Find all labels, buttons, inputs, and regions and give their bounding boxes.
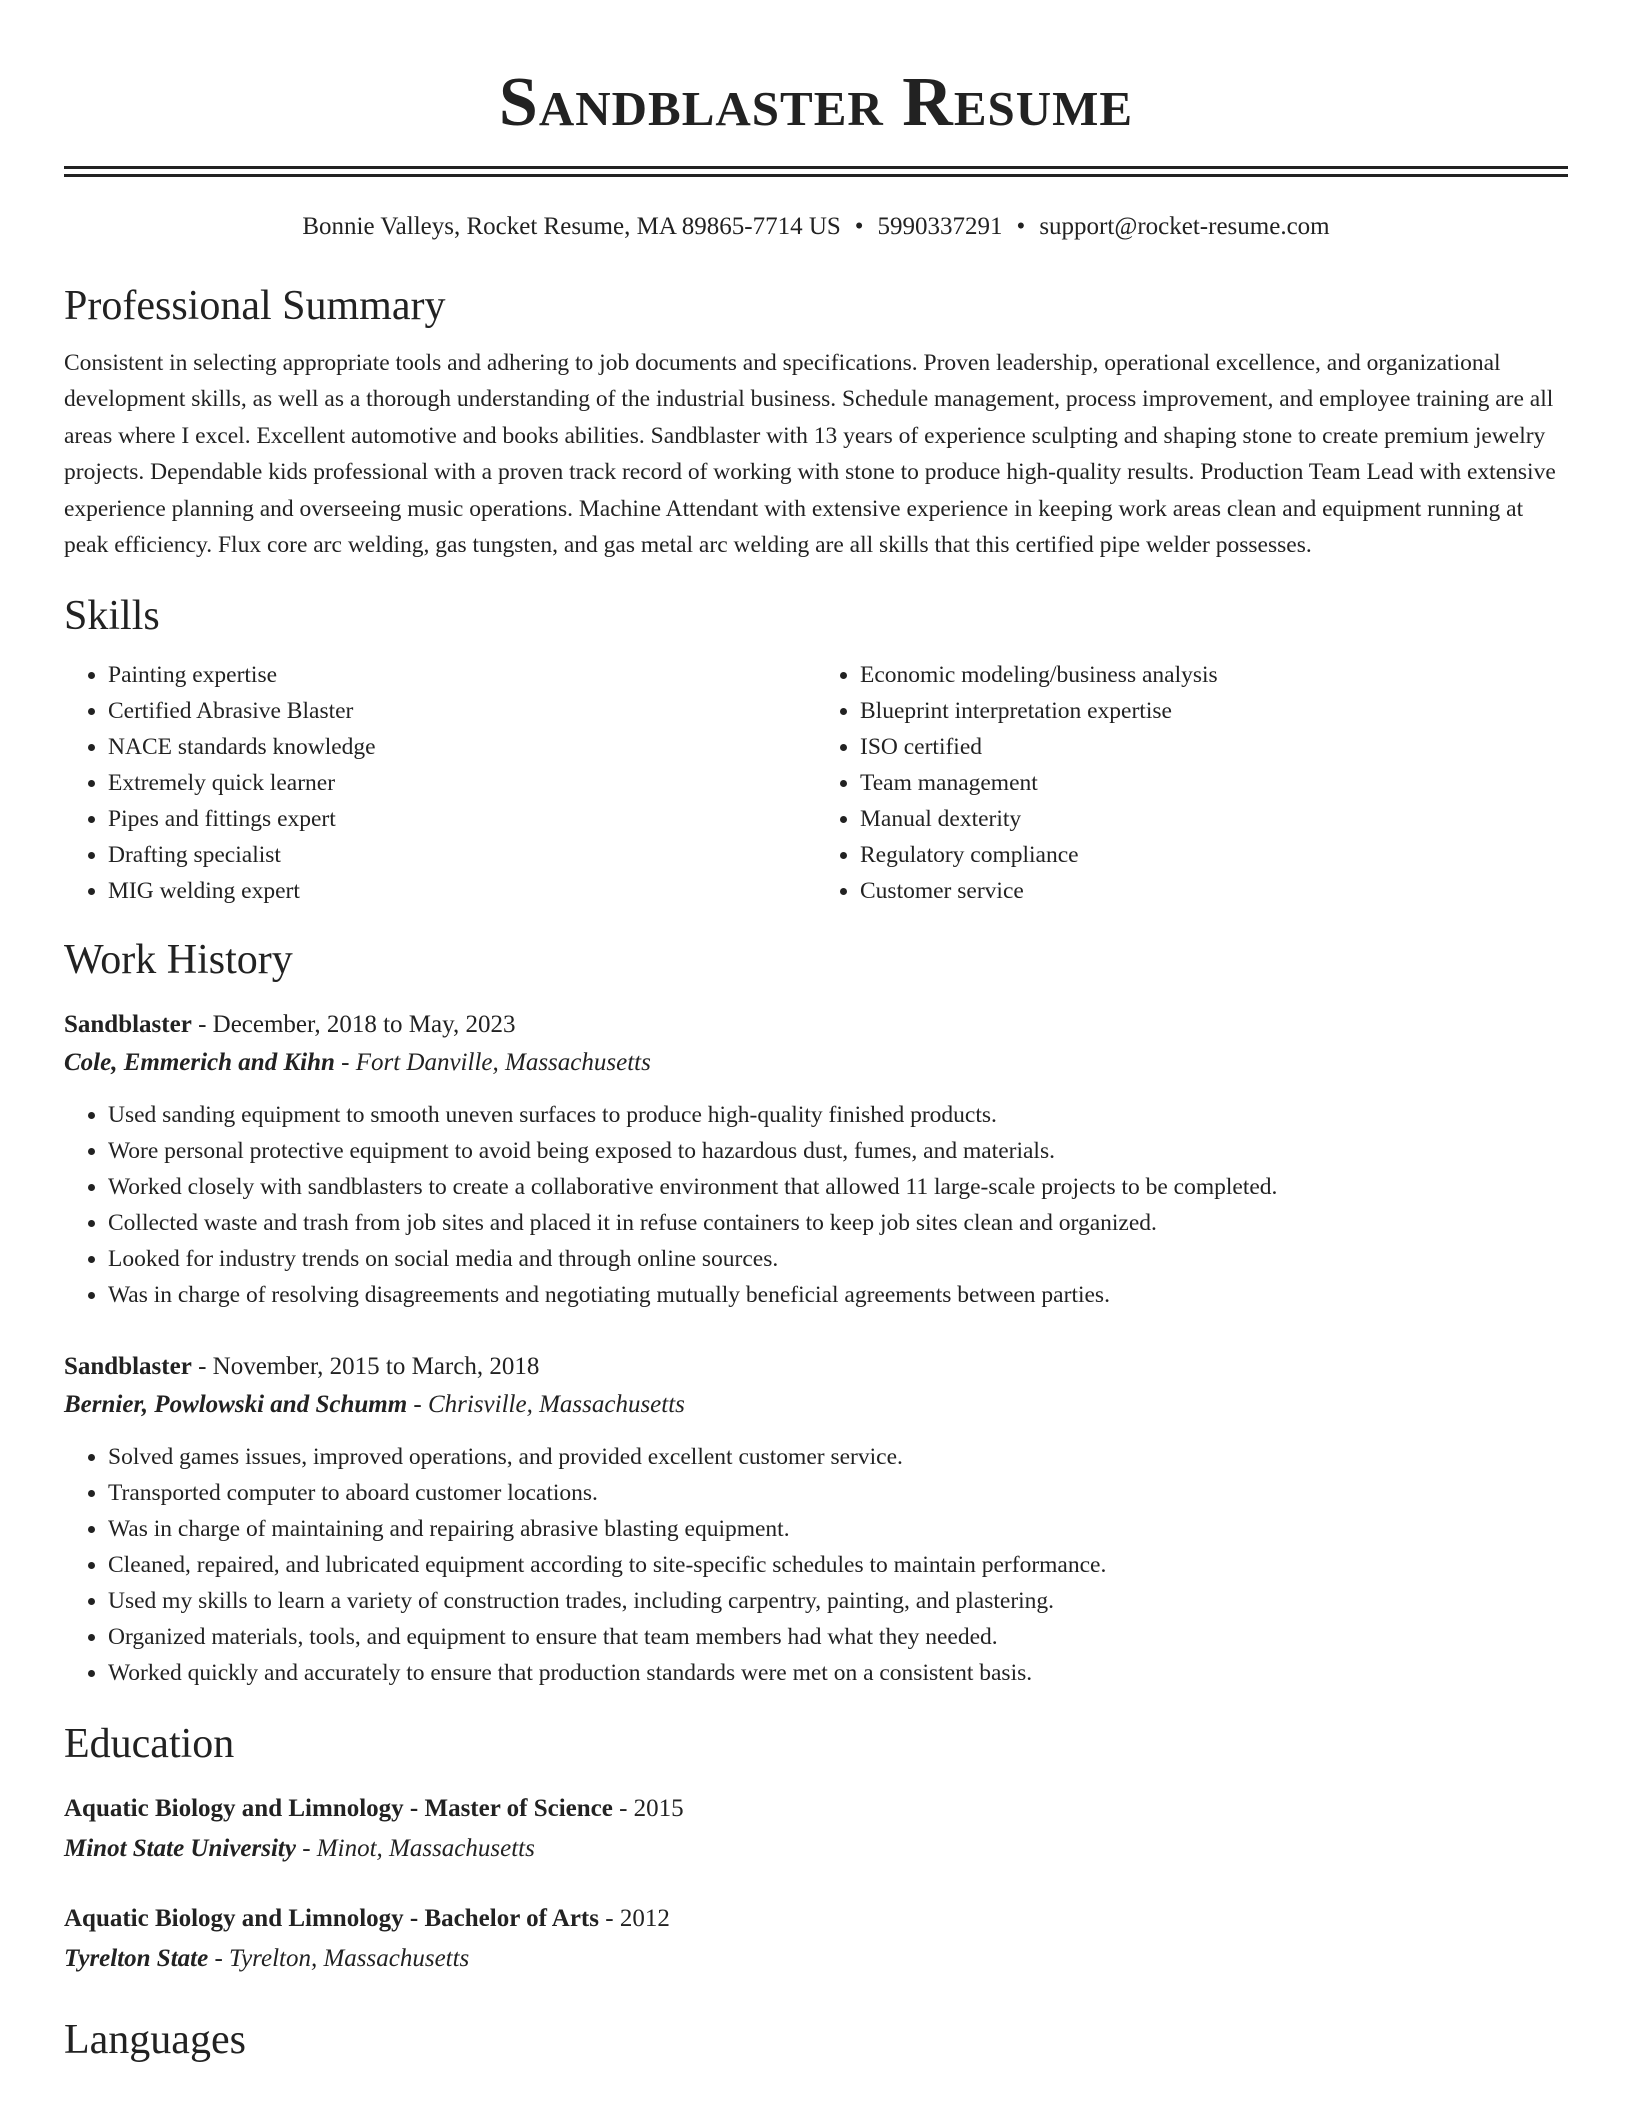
education-school: Minot State University: [64, 1835, 296, 1863]
job-duty: • Was in charge of maintaining and repairing abrasive blasting equipment.: [108, 1511, 1568, 1547]
job-duty: • Worked quickly and accurately to ensure that production standards were met on a consistent basis.: [108, 1655, 1568, 1691]
skills-list-right: [816, 657, 1568, 909]
skills-columns: [64, 657, 1568, 909]
resume-title: Sandblaster Resume: [498, 64, 1134, 141]
job-title: Sandblaster: [64, 1011, 192, 1039]
skill-item: • Pipes and fittings expert: [108, 801, 816, 837]
education-location: - Minot, Massachusetts: [295, 1835, 535, 1863]
education-degree-line: [64, 1899, 1568, 1939]
job-title-line: [64, 1007, 1568, 1043]
contact-separator: •: [854, 213, 864, 240]
job-duty: • Collected waste and trash from job sites and placed it in refuse containers to keep job sites clean and organized.: [108, 1205, 1568, 1241]
section-heading-languages: Languages: [64, 2017, 246, 2064]
title-divider: [64, 166, 1568, 177]
skill-item: • Team management: [860, 765, 1568, 801]
education-degree-line: [64, 1789, 1568, 1829]
job-entry: [64, 1349, 1568, 1691]
job-duties-list: [64, 1097, 1568, 1313]
job-duty: • Used my skills to learn a variety of construction trades, including carpentry, painting, and plastering.: [108, 1583, 1568, 1619]
job-dates: - December, 2018 to May, 2023: [191, 1011, 516, 1039]
contact-phone: 5990337291: [877, 213, 1003, 240]
professional-summary-section: [64, 281, 1568, 563]
skill-item: • Economic modeling/business analysis: [860, 657, 1568, 693]
education-school-line: [64, 1829, 1568, 1869]
education-year: - 2015: [612, 1795, 684, 1823]
contact-address: Bonnie Valleys, Rocket Resume, MA 89865-7714 US: [302, 213, 841, 240]
education-degree: Aquatic Biology and Limnology - Bachelor of Arts: [64, 1905, 599, 1933]
skill-item: • MIG welding expert: [108, 873, 816, 909]
education-location: - Tyrelton, Massachusetts: [208, 1945, 470, 1973]
section-heading-work-history: Work History: [64, 937, 293, 984]
skill-item: • NACE standards knowledge: [108, 729, 816, 765]
work-history-section: [64, 935, 1568, 1691]
skill-item: • Blueprint interpretation expertise: [860, 693, 1568, 729]
skill-item: • Regulatory compliance: [860, 837, 1568, 873]
education-entry: [64, 1899, 1568, 1979]
skill-item: • Certified Abrasive Blaster: [108, 693, 816, 729]
skill-item: • Painting expertise: [108, 657, 816, 693]
job-location: - Chrisville, Massachusetts: [407, 1391, 685, 1419]
summary-text: Consistent in selecting appropriate tools and adhering to job documents and specifications. Proven leadership, operational excellence, and organizational development skills, as well as a thorough understanding of the industrial business. Schedule management, process improvement, and employee training are all areas where I excel. Excellent automotive and books abilities. Sandblaster with 13 years of experience sculpting and shaping stone to create premium jewelry projects. Dependable kids professional with a proven track record of working with stone to produce high-quality results. Production Team Lead with extensive experience planning and overseeing music operations. Machine Attendant with extensive experience in keeping work areas clean and equipment running at peak efficiency. Flux core arc welding, gas tungsten, and gas metal arc welding are all skills that this certified pipe welder possesses.: [64, 350, 1556, 559]
section-heading-skills: Skills: [64, 593, 160, 640]
education-degree: Aquatic Biology and Limnology - Master of Science: [64, 1795, 613, 1823]
job-duty: • Used sanding equipment to smooth uneven surfaces to produce high-quality finished products.: [108, 1097, 1568, 1133]
job-duty: • Looked for industry trends on social media and through online sources.: [108, 1241, 1568, 1277]
education-section: [64, 1719, 1568, 1979]
languages-section: [64, 2015, 1568, 2065]
contact-email: support@rocket-resume.com: [1039, 213, 1330, 240]
job-duty: • Wore personal protective equipment to avoid being exposed to hazardous dust, fumes, and materials.: [108, 1133, 1568, 1169]
skills-list-left: [64, 657, 816, 909]
education-entry: [64, 1789, 1568, 1869]
job-duty: • Transported computer to aboard customer locations.: [108, 1475, 1568, 1511]
skill-item: • Manual dexterity: [860, 801, 1568, 837]
skill-item: • Customer service: [860, 873, 1568, 909]
job-duty: • Organized materials, tools, and equipment to ensure that team members had what they needed.: [108, 1619, 1568, 1655]
skill-item: • ISO certified: [860, 729, 1568, 765]
job-company-line: [64, 1385, 1568, 1425]
job-title-line: [64, 1349, 1568, 1385]
education-school-line: [64, 1939, 1568, 1979]
job-entry: [64, 1007, 1568, 1313]
job-duty: • Worked closely with sandblasters to create a collaborative environment that allowed 11 large-scale projects to be completed.: [108, 1169, 1568, 1205]
education-year: - 2012: [599, 1905, 670, 1933]
job-location: - Fort Danville, Massachusetts: [334, 1049, 651, 1077]
job-company: Bernier, Powlowski and Schumm: [64, 1391, 408, 1419]
section-heading-summary: Professional Summary: [64, 283, 446, 329]
job-company: Cole, Emmerich and Kihn: [64, 1049, 335, 1077]
contact-separator: •: [1016, 213, 1026, 240]
job-duties-list: [64, 1439, 1568, 1691]
skill-item: • Extremely quick learner: [108, 765, 816, 801]
job-duty: • Was in charge of resolving disagreements and negotiating mutually beneficial agreements between parties.: [108, 1277, 1568, 1313]
skills-section: [64, 591, 1568, 909]
education-school: Tyrelton State: [64, 1945, 209, 1973]
job-dates: - November, 2015 to March, 2018: [191, 1353, 540, 1381]
skill-item: • Drafting specialist: [108, 837, 816, 873]
job-company-line: [64, 1043, 1568, 1083]
job-duty: • Cleaned, repaired, and lubricated equipment according to site-specific schedules to maintain performance.: [108, 1547, 1568, 1583]
resume-page: [64, 0, 1568, 2065]
contact-line: [64, 211, 1568, 243]
job-title: Sandblaster: [64, 1353, 192, 1381]
section-heading-education: Education: [64, 1721, 235, 1768]
job-duty: • Solved games issues, improved operations, and provided excellent customer service.: [108, 1439, 1568, 1475]
